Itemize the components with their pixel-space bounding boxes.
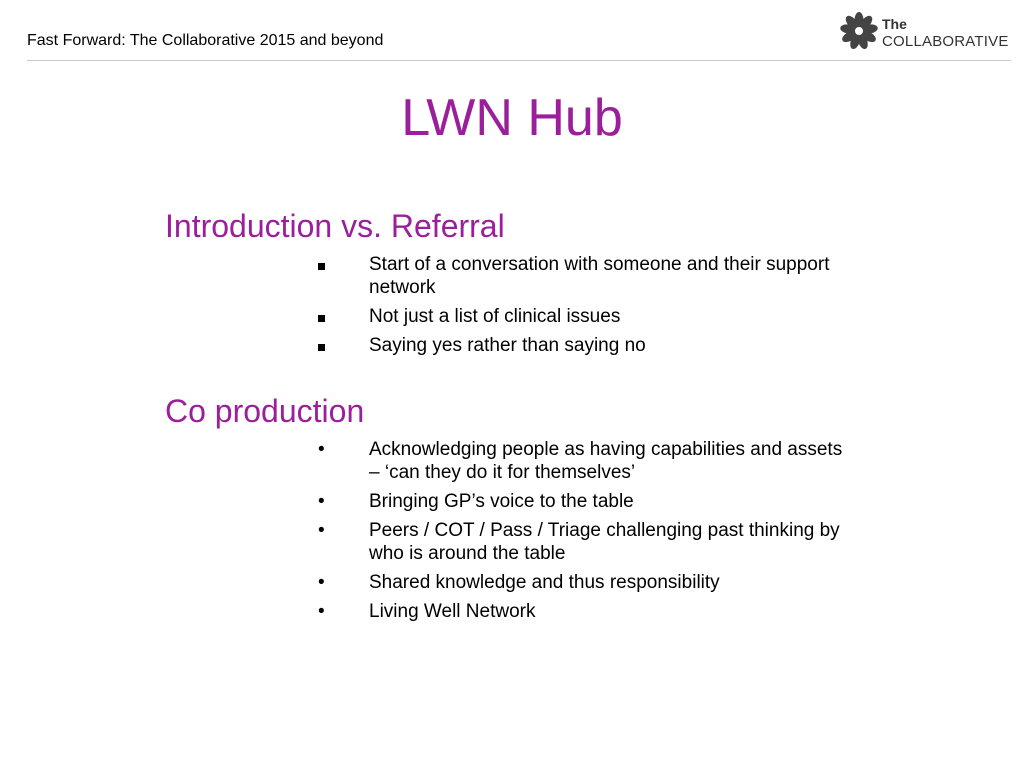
list-item — [318, 305, 858, 328]
list-item-text: Peers / COT / Pass / Triage challenging past thinking by who is around the table — [369, 520, 840, 564]
square-bullet-icon — [318, 305, 338, 328]
list-item — [318, 519, 858, 565]
list-item-text: Acknowledging people as having capabilities and assets – ‘can they do it for themselves’ — [369, 439, 843, 483]
dot-bullet-icon: • — [318, 520, 325, 541]
introduction-bullet-list — [318, 253, 858, 363]
list-item-text: Not just a list of clinical issues — [369, 306, 621, 327]
list-item-text: Bringing GP’s voice to the table — [369, 491, 634, 512]
list-item — [318, 438, 858, 484]
list-item-text: Living Well Network — [369, 601, 536, 622]
list-item — [318, 600, 858, 623]
header-divider — [27, 60, 1011, 61]
square-bullet-icon — [318, 253, 338, 276]
collaborative-logo — [838, 10, 1014, 56]
dot-bullet-icon: • — [318, 601, 325, 622]
list-item-text: Shared knowledge and thus responsibility — [369, 572, 720, 593]
list-item — [318, 253, 858, 299]
co-production-bullet-list — [318, 438, 858, 629]
section-heading-co-production: Co production — [165, 393, 365, 429]
square-bullet-icon — [318, 334, 338, 357]
list-item — [318, 490, 858, 513]
list-item-text: Start of a conversation with someone and their support network — [369, 254, 830, 298]
logo-text-collaborative: COLLABORATIVE — [882, 33, 1009, 50]
header-text: Fast Forward: The Collaborative 2015 and beyond — [27, 32, 384, 49]
slide-title: LWN Hub — [401, 89, 623, 147]
list-item — [318, 571, 858, 594]
section-heading-introduction: Introduction vs. Referral — [165, 208, 505, 244]
dot-bullet-icon: • — [318, 572, 325, 593]
dot-bullet-icon: • — [318, 439, 325, 460]
list-item-text: Saying yes rather than saying no — [369, 335, 646, 356]
logo-text-the: The — [882, 16, 907, 32]
dot-bullet-icon: • — [318, 491, 325, 512]
flower-logo-icon — [838, 10, 880, 52]
list-item — [318, 334, 858, 357]
